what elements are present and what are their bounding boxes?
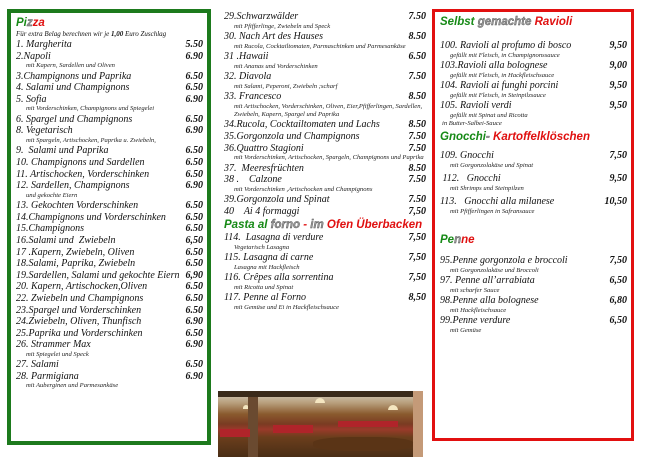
menu-item-price: 7,50 [609, 150, 627, 162]
menu-item [224, 143, 426, 155]
menu-item-price: 9,50 [609, 173, 627, 185]
menu-item-price: 6.90 [185, 180, 203, 192]
menu-item [16, 94, 203, 106]
menu-item-price: 6.90 [185, 50, 203, 62]
menu-item-name: 13. Gekochten Vorderschinken [16, 200, 139, 212]
menu-item-name: 112. Gnocchi [440, 173, 501, 185]
menu-item-description: mit Kapern, Sardellen und Oliven [26, 62, 115, 70]
menu-item [224, 232, 426, 244]
pizza-list-continued [224, 11, 426, 217]
menu-item [16, 371, 203, 383]
menu-item [16, 223, 203, 235]
menu-item-description: mit Artischocken, Vorderschinken, Oliven, Eier,Pfifferlingen, Sardellen, Zwiebeln, Kapern, Spargel und Paprika [234, 102, 423, 118]
menu-item-name: 38 . Calzone [224, 174, 282, 186]
menu-item [224, 51, 426, 63]
penne-heading: Penne [440, 234, 475, 247]
menu-item [16, 71, 203, 83]
menu-item-price: 6,50 [185, 234, 203, 246]
menu-item-name: 10. Champignons und Sardellen [16, 156, 145, 168]
menu-item [16, 293, 203, 305]
menu-item-description: Lasagna mit Hackfleisch [234, 263, 300, 271]
menu-item-name: 30. Nach Art des Hauses [224, 31, 323, 42]
menu-item-name: 4. Salami und Champignons [16, 82, 130, 94]
menu-item [16, 180, 203, 192]
menu-item-price: 6.50 [185, 211, 203, 223]
menu-item-name: 26. Strammer Max [16, 339, 91, 351]
menu-item-name: 8. Vegetarisch [16, 125, 73, 137]
menu-item [224, 91, 426, 103]
menu-item-name: 113. Gnocchi alla milanese [440, 196, 555, 208]
menu-item-price: 7,50 [408, 272, 426, 284]
ravioli-gnocchi-penne-section [432, 9, 634, 441]
menu-item [16, 281, 203, 293]
menu-item [440, 275, 627, 287]
menu-item-price: 7.50 [408, 142, 426, 154]
menu-item [440, 150, 627, 162]
pasta-forno-list [224, 232, 426, 312]
menu-item-description: Vegetarisch Lasagna [234, 243, 290, 251]
ravioli-desc-extra: in Butter-Salbei-Sauce [442, 120, 502, 127]
menu-item-price: 7,50 [408, 252, 426, 264]
menu-item-price: 7.50 [408, 71, 426, 82]
menu-item-name: 25.Paprika und Vorderschinken [16, 327, 143, 339]
menu-item-name: 1. Margherita [16, 39, 72, 50]
menu-item-name: 40 Ai 4 formaggi [224, 205, 300, 217]
menu-item-description: mit Ricotta und Spinat [234, 283, 294, 291]
menu-item-name: 15.Champignons [16, 223, 85, 235]
menu-item-name: 109. Gnocchi [440, 150, 494, 162]
penne-list [440, 255, 627, 335]
menu-item-name: 12. Sardellen, Champignons [16, 180, 130, 192]
menu-item-description: mit Gorgonzolakäse und Broccoli [450, 267, 539, 274]
menu-item-price: 5.50 [185, 39, 203, 50]
menu-item-name: 20. Kapern, Artischocken,Oliven [16, 281, 148, 293]
menu-item [224, 31, 426, 43]
menu-item-price: 9,50 [609, 80, 627, 91]
menu-item-name: 97. Penne all’arrabiata [440, 275, 535, 287]
menu-item [224, 194, 426, 206]
menu-item-description: mit Gemüse und Ei in Hackfleischsauce [234, 303, 339, 311]
menu-item [16, 339, 203, 351]
menu-item [440, 315, 627, 327]
menu-item-name: 31 .Hawaii [224, 51, 269, 62]
menu-item-price: 6,90 [185, 269, 203, 281]
menu-item-price: 6.50 [185, 82, 203, 94]
extra-topping-note: Für extra Belag berechnen wir je 1,00 Euro Zuschlag [16, 30, 167, 38]
menu-item [16, 305, 203, 317]
menu-item-price: 8.50 [408, 91, 426, 102]
menu-item [224, 71, 426, 83]
menu-item-price: 6.50 [185, 327, 203, 339]
pizza-continued-section [218, 9, 430, 389]
menu-item-name: 37. Meeresfrüchten [224, 162, 304, 174]
menu-item-price: 9,50 [609, 100, 627, 111]
menu-item-name: 29.Schwarzwälder [224, 11, 299, 22]
menu-item-price: 9,00 [609, 60, 627, 71]
menu-item-name: 27. Salami [16, 359, 59, 371]
menu-item-description: mit Spiegelei und Speck [26, 350, 89, 358]
menu-item-description: mit Pfifferlingen in Safransauce [450, 208, 535, 215]
menu-item-name: 22. Zwiebeln und Champignons [16, 292, 144, 304]
menu-item-price: 6.50 [185, 359, 203, 371]
menu-item-name: 14.Champignons und Vorderschinken [16, 211, 166, 223]
menu-item-description: mit Gemüse [450, 327, 482, 334]
menu-item [16, 200, 203, 212]
menu-item-price: 7,50 [408, 232, 426, 244]
menu-item-name: 114. Lasagna di verdure [224, 232, 324, 244]
menu-item-price: 6,50 [609, 275, 627, 287]
menu-item-name: 9. Salami und Paprika [16, 145, 109, 157]
menu-item-name: 23.Spargel und Vorderschinken [16, 304, 142, 316]
menu-item-price: 6.50 [185, 258, 203, 270]
menu-item-price: 10,50 [604, 196, 627, 208]
pasta-forno-heading: Pasta al forno - im Ofen Überbacken [224, 219, 423, 232]
menu-item-price: 6.50 [185, 113, 203, 125]
menu-item-name: 35.Gorgonzola und Champignons [224, 131, 360, 142]
menu-item [16, 235, 203, 247]
menu-item-name: 28. Parmigiana [16, 370, 79, 382]
menu-item [224, 11, 426, 23]
menu-item-description: mit Salami, Peperoni, Zwiebeln ;scharf [234, 82, 338, 90]
menu-item-name: 98.Penne alla bolognese [440, 295, 539, 307]
menu-item-description: mit scharfer Sauce [450, 287, 500, 294]
menu-item [16, 169, 203, 181]
menu-item-name: 11. Artischocken, Vorderschinken [16, 168, 150, 180]
gnocchi-heading: Gnocchi- Kartoffelklöschen [440, 131, 590, 144]
menu-item-name: 24.Zwiebeln, Oliven, Thunfisch [16, 316, 142, 328]
menu-item [16, 328, 203, 340]
menu-item [224, 292, 426, 304]
pizza-heading: Pizza [16, 17, 45, 29]
menu-item [224, 272, 426, 284]
menu-item-price: 8.50 [408, 162, 426, 174]
menu-item [224, 174, 426, 186]
menu-item [224, 131, 426, 143]
menu-item-name: 115. Lasagna di carne [224, 252, 314, 264]
menu-item-description: mit Gorgonzolakäse und Spinat [450, 162, 534, 169]
menu-item-description: mit Auberginen und Parmesankäse [26, 382, 119, 390]
menu-item [440, 100, 627, 112]
ravioli-list [440, 40, 627, 120]
menu-item-price: 6.50 [185, 145, 203, 157]
menu-item-name: 19.Sardellen, Salami und gekochte Eiern [16, 269, 180, 281]
menu-item-price: 6.50 [185, 223, 203, 235]
menu-item-name: 117. Penne al Forno [224, 292, 307, 304]
gnocchi-list [440, 150, 627, 219]
menu-item [16, 270, 203, 282]
menu-item-name: 33. Francesco [224, 91, 282, 102]
menu-item-description: mit Shrimps und Steinpilzen [450, 185, 524, 192]
menu-item [224, 252, 426, 264]
menu-item-description: gefüllt mit Fleisch, in Steinpilzsauce [450, 91, 546, 99]
menu-item [16, 39, 203, 51]
menu-item-name: 5. Sofia [16, 93, 47, 105]
menu-item-name: 39.Gorgonzola und Spinat [224, 194, 330, 206]
menu-item-price: 6.90 [185, 125, 203, 137]
menu-item-name: 105. Ravioli verdi [440, 100, 512, 111]
menu-item-price: 7,50 [408, 205, 426, 217]
menu-item-price: 9,50 [609, 40, 627, 51]
menu-item [16, 82, 203, 94]
menu-item [16, 114, 203, 126]
menu-item-price: 6.50 [185, 70, 203, 82]
menu-item-name: 16.Salami und Zwiebeln [16, 234, 116, 246]
menu-item-name: 99.Penne verdure [440, 315, 511, 327]
menu-item-description: mit Ananas und Vorderschinken [234, 62, 318, 70]
menu-item-price: 6.50 [408, 51, 426, 62]
menu-item-name: 104. Ravioli ai funghi porcini [440, 80, 559, 91]
restaurant-interior-photo [218, 391, 423, 457]
menu-item-description: mit Rucola, Cocktailtomaten, Parmaschinken und Parmesankäse [234, 42, 406, 50]
menu-item-price: 6.50 [185, 304, 203, 316]
pizza-section [7, 9, 211, 445]
menu-item [16, 359, 203, 371]
menu-item-name: 95.Penne gorgonzola e broccoli [440, 255, 568, 267]
menu-item [16, 51, 203, 63]
menu-item-description: mit Vorderschinken ,Artischocken und Champignons [234, 185, 373, 193]
menu-item-price: 6.50 [185, 168, 203, 180]
menu-item [16, 316, 203, 328]
menu-item-price: 6.50 [185, 292, 203, 304]
menu-item [16, 247, 203, 259]
menu-item-description: gefüllt mit Fleisch, in Hackfleischsauce [450, 71, 555, 79]
menu-item-name: 116. Crêpes alla sorrentina [224, 272, 334, 284]
menu-item-price: 7.50 [408, 174, 426, 186]
menu-item-description: mit Vorderschinken, Artischocken, Spargeln, Champignons und Paprika [234, 154, 424, 162]
menu-item [440, 255, 627, 267]
menu-item-name: 36.Quattro Stagioni [224, 142, 304, 154]
menu-item [16, 258, 203, 270]
menu-item [224, 119, 426, 131]
menu-item-description: mit Vorderschinken, Champignons und Spiegelei [26, 105, 155, 113]
menu-item-description: gefüllt mit Spinat und Ricotta [450, 111, 528, 119]
menu-item [440, 60, 627, 72]
menu-item-price: 6,50 [609, 315, 627, 327]
menu-item [440, 40, 627, 52]
menu-item-price: 6.50 [185, 246, 203, 258]
menu-item [224, 163, 426, 175]
menu-item-name: 100. Ravioli al profumo di bosco [440, 40, 572, 51]
menu-item [16, 212, 203, 224]
menu-item-description: und gekochte Eiern [26, 191, 78, 199]
menu-item-price: 7,50 [609, 255, 627, 267]
ravioli-heading: Selbst gemachte Ravioli [440, 16, 573, 28]
menu-item-name: 32. Diavola [224, 71, 272, 82]
menu-item-price: 7.50 [408, 11, 426, 22]
menu-item-name: 34.Rucola, Cocktailtomaten und Lachs [224, 119, 380, 131]
menu-item-price: 6.50 [185, 156, 203, 168]
menu-item-description: gefüllt mit Fleisch, in Champignonssauce [450, 51, 560, 59]
menu-item-description: mit Hackfleischsauce [450, 307, 507, 314]
menu-item-price: 8,50 [408, 292, 426, 304]
menu-item-name: 17 .Kapern, Zwiebeln, Oliven [16, 246, 135, 258]
menu-item [440, 295, 627, 307]
menu-item [440, 196, 627, 208]
menu-item-price: 7.50 [408, 131, 426, 142]
menu-item-price: 6.90 [185, 316, 203, 328]
menu-item-price: 6.90 [185, 93, 203, 105]
menu-item-price: 6.50 [185, 200, 203, 212]
menu-item [16, 145, 203, 157]
menu-item-price: 7.50 [408, 194, 426, 206]
menu-item-name: 103.Ravioli alla bolognese [440, 60, 548, 71]
menu-item-price: 6.90 [185, 339, 203, 351]
menu-item-description: mit Pfifferlinge, Zwiebeln und Speck [234, 22, 331, 30]
menu-item [440, 173, 627, 185]
menu-item [16, 157, 203, 169]
menu-item [16, 125, 203, 137]
menu-item-description: mit Spargeln, Artischocken, Paprika u. Zwiebeln, [26, 136, 156, 144]
menu-item-price: 8.50 [408, 119, 426, 131]
menu-item [440, 80, 627, 92]
menu-item-price: 8.50 [408, 31, 426, 42]
menu-item [224, 206, 426, 218]
menu-item-price: 6,80 [609, 295, 627, 307]
pizza-list [16, 39, 203, 391]
menu-item-name: 18.Salami, Paprika, Zwiebeln [16, 258, 136, 270]
menu-item-price: 6.50 [185, 281, 203, 293]
menu-item-name: 3.Champignons und Paprika [16, 70, 132, 82]
menu-item-name: 6. Spargel und Champignons [16, 113, 133, 125]
menu-item-name: 2.Napoli [16, 50, 51, 62]
menu-item-price: 6.90 [185, 370, 203, 382]
